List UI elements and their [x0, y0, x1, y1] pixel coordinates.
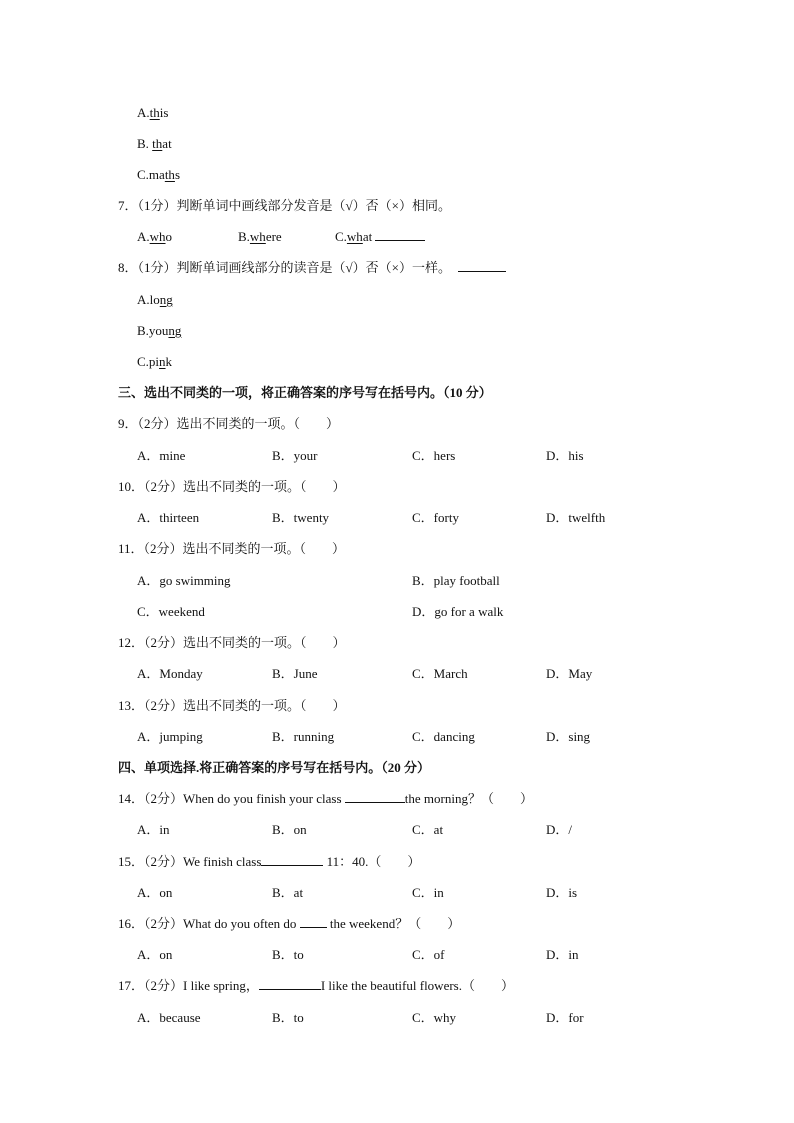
q16-option-a[interactable]: A．on: [137, 947, 173, 962]
q15-option-d[interactable]: D．is: [546, 885, 578, 900]
q7-stem: 7．（1分）判断单词中画线部分发音是（√）否（×）相同。: [118, 198, 451, 213]
q15-stem: 15．（2分）We finish class 11：40.（ ）: [118, 854, 421, 869]
q7-answer-blank[interactable]: [375, 228, 425, 241]
q9-option-d[interactable]: D．his: [546, 448, 584, 463]
q13-option-c[interactable]: C．dancing: [412, 729, 475, 744]
q13-option-a[interactable]: A．jumping: [137, 729, 203, 744]
q8-option-a: A.long: [137, 292, 173, 307]
q15-answer-blank[interactable]: [261, 853, 323, 866]
q11-option-d[interactable]: D．go for a walk: [412, 604, 504, 619]
q11-option-c[interactable]: C．weekend: [137, 604, 205, 619]
q9-option-a[interactable]: A．mine: [137, 448, 186, 463]
q14-stem: 14．（2分）When do you finish your class the morning？（ ）: [118, 791, 533, 806]
q17-option-c[interactable]: C．why: [412, 1010, 457, 1025]
q9-stem: 9．（2分）选出不同类的一项。（ ）: [118, 416, 340, 431]
q7-option-c: C.what: [335, 228, 425, 246]
q17-option-b[interactable]: B．to: [272, 1010, 304, 1025]
q14-option-d[interactable]: D．/: [546, 822, 573, 837]
q14-option-b[interactable]: B．on: [272, 822, 307, 837]
q17-option-d[interactable]: D．for: [546, 1010, 584, 1025]
q16-option-b[interactable]: B．to: [272, 947, 304, 962]
q11-option-a[interactable]: A．go swimming: [137, 573, 231, 588]
q16-answer-blank[interactable]: [300, 915, 327, 928]
q15-option-c[interactable]: C．in: [412, 885, 444, 900]
q12-stem: 12．（2分）选出不同类的一项。（ ）: [118, 635, 346, 650]
q7-option-a: A.who: [137, 229, 173, 244]
section-3-title: 三、选出不同类的一项，将正确答案的序号写在括号内。（10 分）: [118, 385, 492, 400]
q8-option-b: B.young: [137, 323, 182, 338]
q10-option-b[interactable]: B．twenty: [272, 510, 330, 525]
q15-option-a[interactable]: A．on: [137, 885, 173, 900]
q8-stem: 8．（1分）判断单词画线部分的读音是（√）否（×）一样。: [118, 259, 506, 277]
q14-answer-blank[interactable]: [345, 790, 405, 803]
q13-stem: 13．（2分）选出不同类的一项。（ ）: [118, 698, 346, 713]
q12-option-b[interactable]: B．June: [272, 666, 318, 681]
q9-option-b[interactable]: B．your: [272, 448, 318, 463]
q10-stem: 10．（2分）选出不同类的一项。（ ）: [118, 479, 346, 494]
q6-option-b: B. that: [137, 136, 172, 151]
q11-stem: 11．（2分）选出不同类的一项。（ ）: [118, 541, 346, 556]
q17-stem: 17．（2分）I like spring， I like the beautiful flowers.（ ）: [118, 978, 514, 993]
q10-option-a[interactable]: A．thirteen: [137, 510, 200, 525]
q11-option-b[interactable]: B．play football: [412, 573, 500, 588]
q7-option-b: B.where: [238, 229, 282, 244]
q14-option-a[interactable]: A．in: [137, 822, 170, 837]
q13-option-d[interactable]: D．sing: [546, 729, 591, 744]
q12-option-c[interactable]: C．March: [412, 666, 468, 681]
section-4-title: 四、单项选择.将正确答案的序号写在括号内。（20 分）: [118, 760, 431, 775]
q8-option-c: C.pink: [137, 354, 173, 369]
q10-option-c[interactable]: C．forty: [412, 510, 459, 525]
q8-answer-blank[interactable]: [458, 259, 506, 272]
q16-stem: 16．（2分）What do you often do the weekend？（ ）: [118, 916, 461, 931]
q13-option-b[interactable]: B．running: [272, 729, 335, 744]
q15-option-b[interactable]: B．at: [272, 885, 304, 900]
q12-option-a[interactable]: A．Monday: [137, 666, 203, 681]
q6-option-a: A.this: [137, 105, 169, 120]
q9-option-c[interactable]: C．hers: [412, 448, 456, 463]
q17-option-a[interactable]: A．because: [137, 1010, 201, 1025]
q6-option-c: C.maths: [137, 167, 180, 182]
q16-option-c[interactable]: C．of: [412, 947, 445, 962]
q14-option-c[interactable]: C．at: [412, 822, 444, 837]
q16-option-d[interactable]: D．in: [546, 947, 579, 962]
q12-option-d[interactable]: D．May: [546, 666, 593, 681]
q10-option-d[interactable]: D．twelfth: [546, 510, 606, 525]
q17-answer-blank[interactable]: [259, 977, 321, 990]
